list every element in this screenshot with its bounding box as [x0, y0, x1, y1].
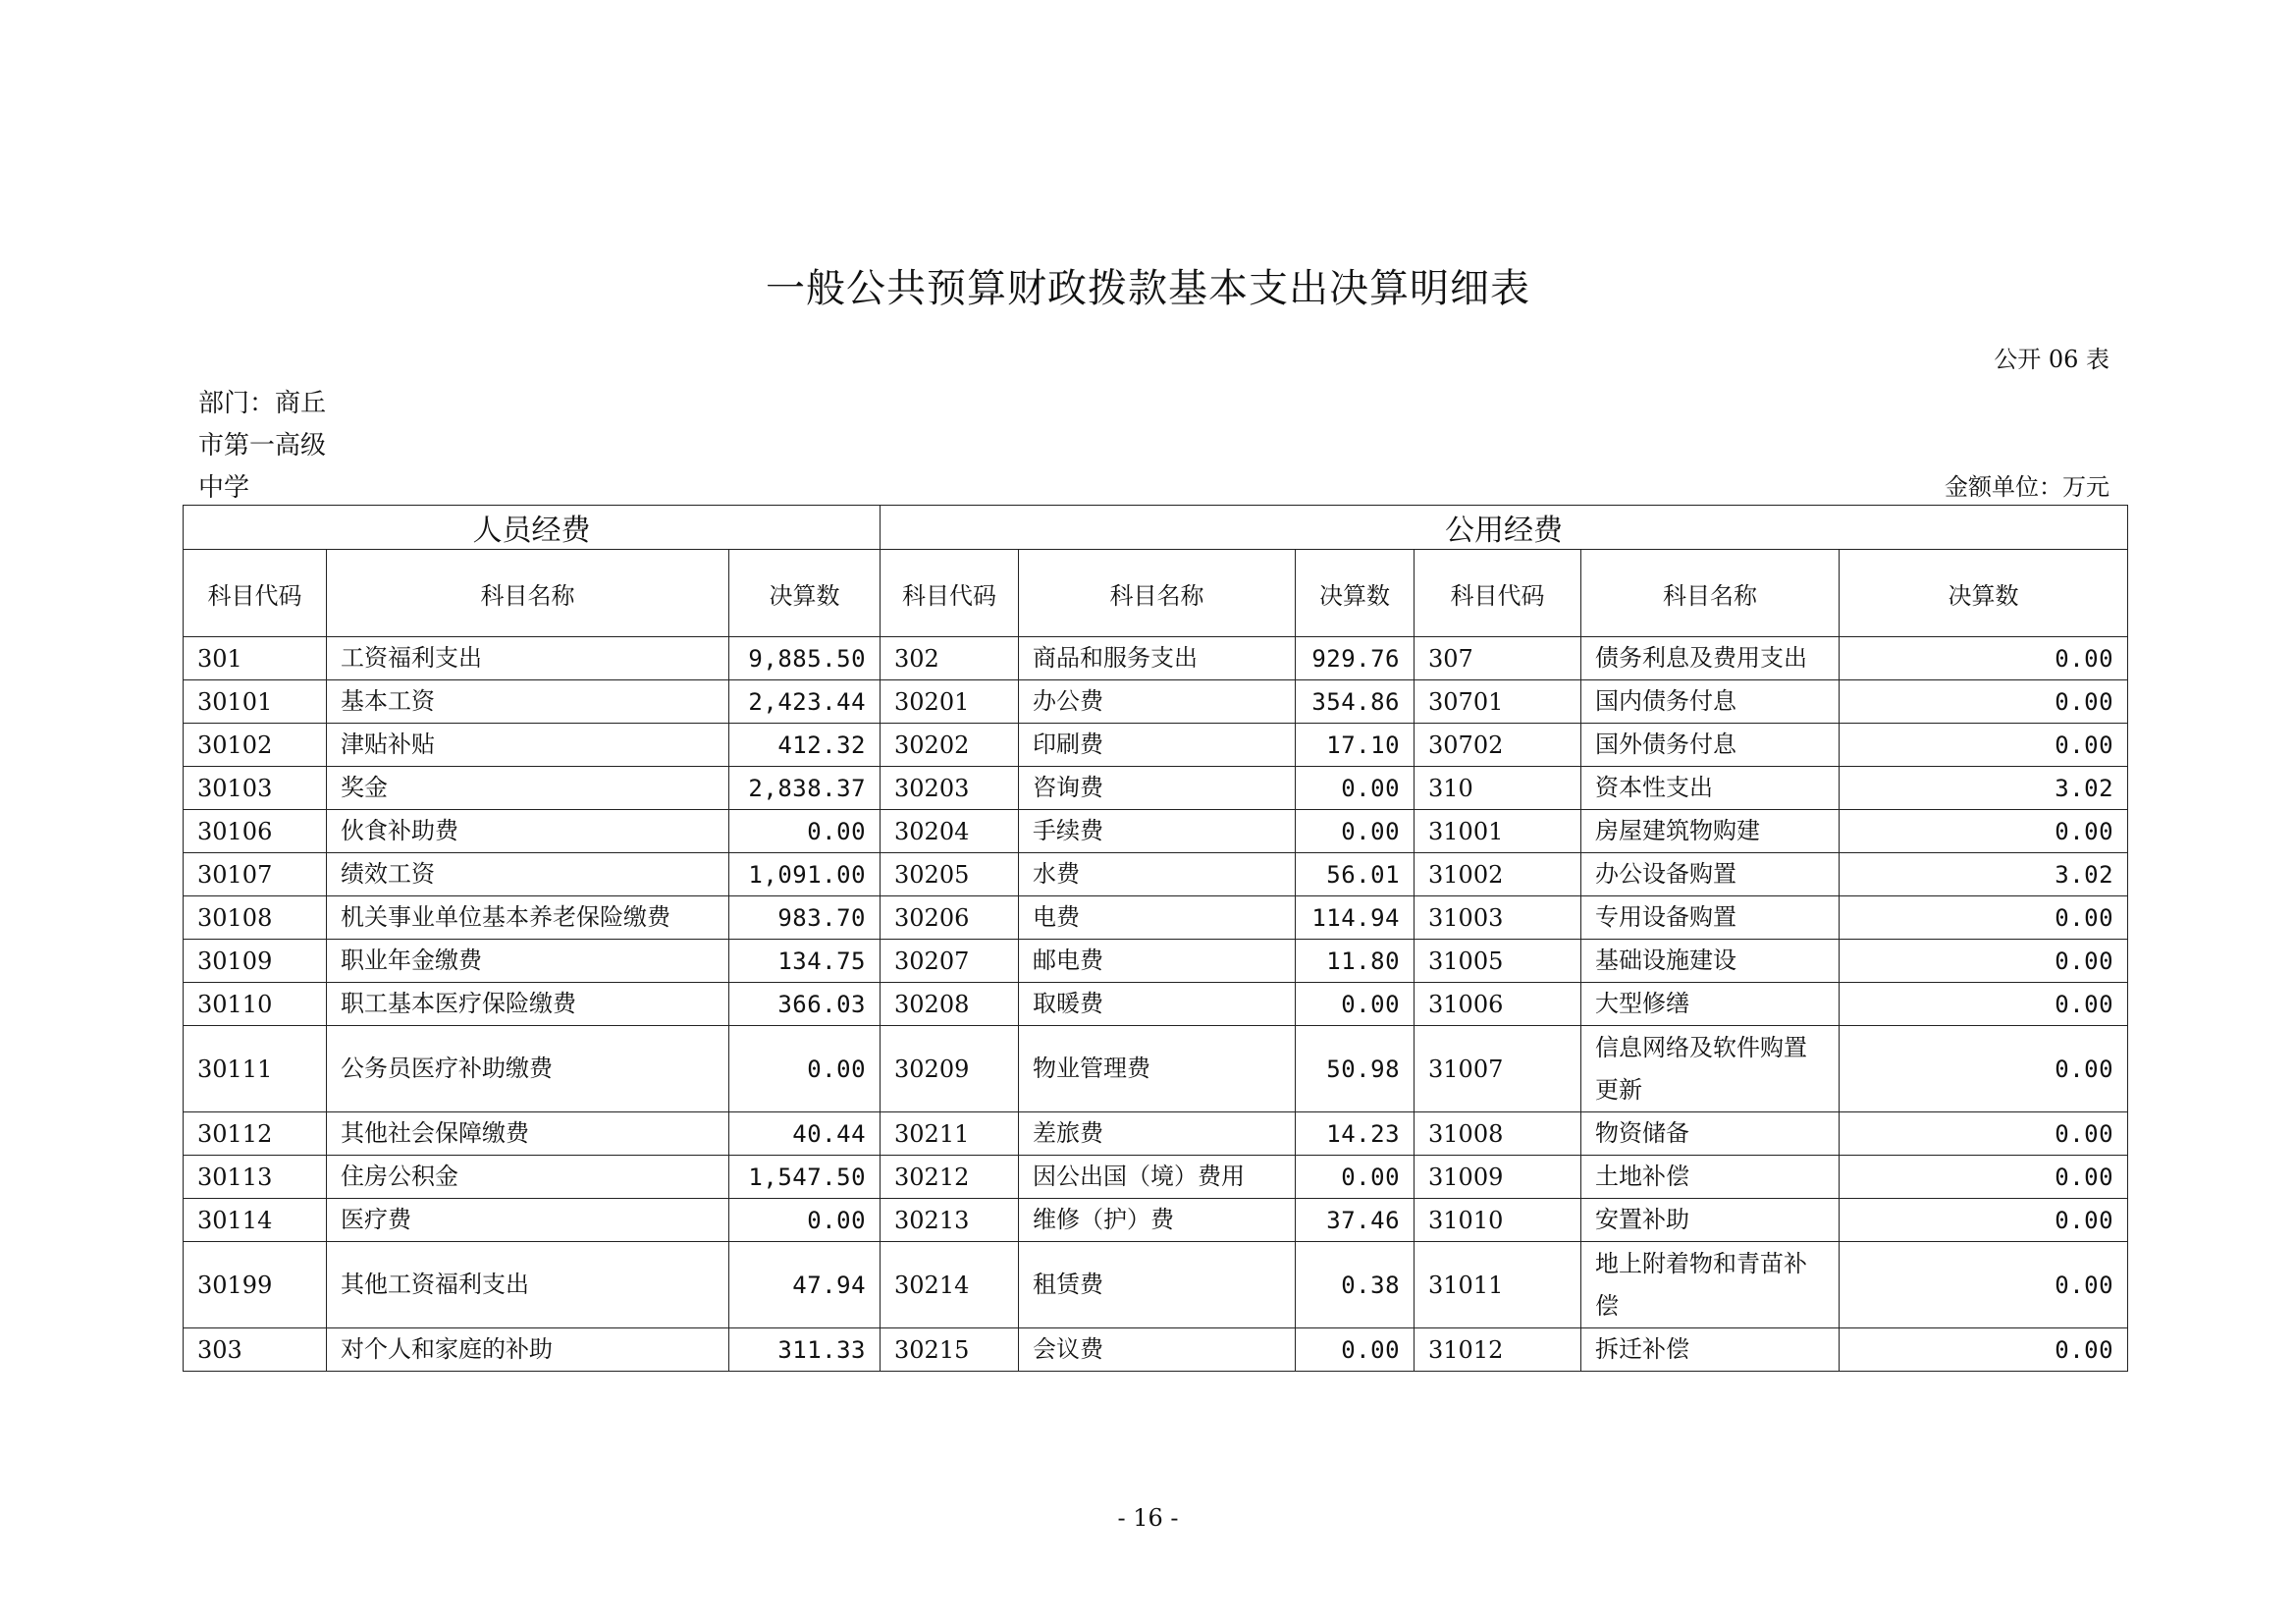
- subject-code-cell: 30213: [881, 1199, 1019, 1242]
- subject-code-cell: 30203: [881, 767, 1019, 810]
- subject-name-cell: 电费: [1019, 896, 1296, 940]
- subject-name-cell: 办公设备购置: [1581, 853, 1840, 896]
- subject-code-cell: 30702: [1415, 724, 1581, 767]
- subject-name-cell: 信息网络及软件购置更新: [1581, 1026, 1840, 1112]
- subject-name-cell: 会议费: [1019, 1328, 1296, 1372]
- subject-name-cell: 维修（护）费: [1019, 1199, 1296, 1242]
- amount-cell: 0.00: [729, 1199, 881, 1242]
- subject-code-cell: 310: [1415, 767, 1581, 810]
- subject-name-cell: 基本工资: [327, 680, 729, 724]
- column-header: 科目名称: [1019, 550, 1296, 637]
- subject-name-cell: 职工基本医疗保险缴费: [327, 983, 729, 1026]
- subject-name-cell: 对个人和家庭的补助: [327, 1328, 729, 1372]
- subject-code-cell: 30208: [881, 983, 1019, 1026]
- column-header-row: [184, 550, 2128, 637]
- subject-code-cell: 30199: [184, 1242, 327, 1328]
- subject-name-cell: 其他社会保障缴费: [327, 1112, 729, 1156]
- amount-cell: 0.00: [1840, 1199, 2128, 1242]
- amount-cell: 47.94: [729, 1242, 881, 1328]
- table-row: [184, 1199, 2128, 1242]
- subject-code-cell: 31010: [1415, 1199, 1581, 1242]
- amount-cell: 2,838.37: [729, 767, 881, 810]
- subject-code-cell: 31005: [1415, 940, 1581, 983]
- subject-name-cell: 奖金: [327, 767, 729, 810]
- subject-code-cell: 30212: [881, 1156, 1019, 1199]
- subject-name-cell: 大型修缮: [1581, 983, 1840, 1026]
- amount-cell: 2,423.44: [729, 680, 881, 724]
- subject-code-cell: 30201: [881, 680, 1019, 724]
- subject-name-cell: 咨询费: [1019, 767, 1296, 810]
- amount-cell: 0.00: [1840, 1242, 2128, 1328]
- subject-code-cell: 30211: [881, 1112, 1019, 1156]
- amount-cell: 412.32: [729, 724, 881, 767]
- subject-name-cell: 因公出国（境）费用: [1019, 1156, 1296, 1199]
- department-label: 部门：商丘市第一高级中学: [198, 389, 327, 503]
- subject-code-cell: 30106: [184, 810, 327, 853]
- subject-code-cell: 30207: [881, 940, 1019, 983]
- subject-name-cell: 公务员医疗补助缴费: [327, 1026, 729, 1112]
- table-row: [184, 724, 2128, 767]
- amount-cell: 0.00: [1840, 1156, 2128, 1199]
- amount-cell: 0.00: [1296, 810, 1415, 853]
- amount-cell: 3.02: [1840, 767, 2128, 810]
- amount-cell: 0.00: [1840, 637, 2128, 680]
- column-header: 科目名称: [1581, 550, 1840, 637]
- amount-cell: 0.00: [1840, 983, 2128, 1026]
- subject-code-cell: 30101: [184, 680, 327, 724]
- subject-code-cell: 30102: [184, 724, 327, 767]
- subject-code-cell: 30112: [184, 1112, 327, 1156]
- amount-cell: 366.03: [729, 983, 881, 1026]
- subject-code-cell: 31012: [1415, 1328, 1581, 1372]
- table-row: [184, 896, 2128, 940]
- subject-code-cell: 30107: [184, 853, 327, 896]
- subject-name-cell: 债务利息及费用支出: [1581, 637, 1840, 680]
- subject-name-cell: 手续费: [1019, 810, 1296, 853]
- subject-name-cell: 伙食补助费: [327, 810, 729, 853]
- subject-code-cell: 30113: [184, 1156, 327, 1199]
- amount-cell: 0.00: [1840, 680, 2128, 724]
- table-row: [184, 1026, 2128, 1112]
- expenditure-detail-table: [183, 505, 2128, 1372]
- subject-name-cell: 拆迁补偿: [1581, 1328, 1840, 1372]
- subject-name-cell: 机关事业单位基本养老保险缴费: [327, 896, 729, 940]
- subject-code-cell: 302: [881, 637, 1019, 680]
- subject-code-cell: 30108: [184, 896, 327, 940]
- subject-code-cell: 31007: [1415, 1026, 1581, 1112]
- column-header: 决算数: [729, 550, 881, 637]
- subject-name-cell: 国内债务付息: [1581, 680, 1840, 724]
- subject-name-cell: 绩效工资: [327, 853, 729, 896]
- amount-cell: 983.70: [729, 896, 881, 940]
- subject-name-cell: 取暖费: [1019, 983, 1296, 1026]
- subject-code-cell: 30209: [881, 1026, 1019, 1112]
- amount-cell: 3.02: [1840, 853, 2128, 896]
- subject-code-cell: 30214: [881, 1242, 1019, 1328]
- amount-cell: 0.00: [1840, 896, 2128, 940]
- subject-code-cell: 31009: [1415, 1156, 1581, 1199]
- amount-cell: 0.00: [729, 810, 881, 853]
- subject-code-cell: 30701: [1415, 680, 1581, 724]
- amount-cell: 14.23: [1296, 1112, 1415, 1156]
- table-row: [184, 1328, 2128, 1372]
- column-header: 科目代码: [881, 550, 1019, 637]
- amount-cell: 40.44: [729, 1112, 881, 1156]
- column-header: 决算数: [1840, 550, 2128, 637]
- subject-code-cell: 30205: [881, 853, 1019, 896]
- subject-code-cell: 31002: [1415, 853, 1581, 896]
- amount-cell: 9,885.50: [729, 637, 881, 680]
- subject-code-cell: 30215: [881, 1328, 1019, 1372]
- subject-name-cell: 房屋建筑物购建: [1581, 810, 1840, 853]
- table-row: [184, 637, 2128, 680]
- subject-code-cell: 31003: [1415, 896, 1581, 940]
- subject-name-cell: 工资福利支出: [327, 637, 729, 680]
- table-row: [184, 983, 2128, 1026]
- amount-cell: 11.80: [1296, 940, 1415, 983]
- table-row: [184, 940, 2128, 983]
- subject-name-cell: 住房公积金: [327, 1156, 729, 1199]
- table-row: [184, 810, 2128, 853]
- subject-name-cell: 津贴补贴: [327, 724, 729, 767]
- amount-unit-label: 金额单位：万元: [1945, 473, 2109, 501]
- subject-name-cell: 水费: [1019, 853, 1296, 896]
- amount-cell: 0.00: [1840, 1112, 2128, 1156]
- page-number: - 16 -: [1117, 1504, 1179, 1532]
- subject-name-cell: 物资储备: [1581, 1112, 1840, 1156]
- amount-cell: 311.33: [729, 1328, 881, 1372]
- amount-cell: 929.76: [1296, 637, 1415, 680]
- amount-cell: 0.00: [1840, 940, 2128, 983]
- amount-cell: 0.00: [1296, 983, 1415, 1026]
- subject-code-cell: 31008: [1415, 1112, 1581, 1156]
- subject-name-cell: 基础设施建设: [1581, 940, 1840, 983]
- subject-code-cell: 30111: [184, 1026, 327, 1112]
- table-row: [184, 767, 2128, 810]
- subject-name-cell: 差旅费: [1019, 1112, 1296, 1156]
- amount-cell: 114.94: [1296, 896, 1415, 940]
- amount-cell: 0.00: [1840, 1026, 2128, 1112]
- column-header: 科目代码: [1415, 550, 1581, 637]
- subject-code-cell: 301: [184, 637, 327, 680]
- subject-code-cell: 31011: [1415, 1242, 1581, 1328]
- amount-cell: 354.86: [1296, 680, 1415, 724]
- column-header: 决算数: [1296, 550, 1415, 637]
- amount-cell: 1,091.00: [729, 853, 881, 896]
- amount-cell: 1,547.50: [729, 1156, 881, 1199]
- subject-code-cell: 30103: [184, 767, 327, 810]
- subject-name-cell: 国外债务付息: [1581, 724, 1840, 767]
- subject-name-cell: 安置补助: [1581, 1199, 1840, 1242]
- subject-code-cell: 30202: [881, 724, 1019, 767]
- group-personnel-expenses: 人员经费: [184, 506, 881, 550]
- table-row: [184, 1112, 2128, 1156]
- subject-code-cell: 303: [184, 1328, 327, 1372]
- subject-name-cell: 印刷费: [1019, 724, 1296, 767]
- column-header: 科目代码: [184, 550, 327, 637]
- subject-name-cell: 专用设备购置: [1581, 896, 1840, 940]
- amount-cell: 0.00: [1296, 1156, 1415, 1199]
- amount-cell: 0.00: [1840, 810, 2128, 853]
- subject-code-cell: 31001: [1415, 810, 1581, 853]
- subject-name-cell: 租赁费: [1019, 1242, 1296, 1328]
- amount-cell: 37.46: [1296, 1199, 1415, 1242]
- group-header-row: [184, 506, 2128, 550]
- subject-code-cell: 30206: [881, 896, 1019, 940]
- subject-name-cell: 地上附着物和青苗补偿: [1581, 1242, 1840, 1328]
- table-row: [184, 680, 2128, 724]
- table-row: [184, 1242, 2128, 1328]
- table-row: [184, 1156, 2128, 1199]
- page-title: 一般公共预算财政拨款基本支出决算明细表: [766, 266, 1530, 311]
- amount-cell: 0.00: [1296, 1328, 1415, 1372]
- amount-cell: 17.10: [1296, 724, 1415, 767]
- subject-name-cell: 职业年金缴费: [327, 940, 729, 983]
- amount-cell: 0.00: [1840, 1328, 2128, 1372]
- subject-name-cell: 办公费: [1019, 680, 1296, 724]
- amount-cell: 0.00: [729, 1026, 881, 1112]
- subject-code-cell: 30114: [184, 1199, 327, 1242]
- amount-cell: 0.38: [1296, 1242, 1415, 1328]
- subject-code-cell: 31006: [1415, 983, 1581, 1026]
- subject-code-cell: 30204: [881, 810, 1019, 853]
- subject-name-cell: 商品和服务支出: [1019, 637, 1296, 680]
- subject-name-cell: 资本性支出: [1581, 767, 1840, 810]
- amount-cell: 50.98: [1296, 1026, 1415, 1112]
- group-public-expenses: 公用经费: [881, 506, 2128, 550]
- subject-name-cell: 物业管理费: [1019, 1026, 1296, 1112]
- amount-cell: 134.75: [729, 940, 881, 983]
- subject-name-cell: 医疗费: [327, 1199, 729, 1242]
- subject-name-cell: 邮电费: [1019, 940, 1296, 983]
- form-number: 公开 06 表: [1994, 346, 2109, 373]
- amount-cell: 0.00: [1296, 767, 1415, 810]
- amount-cell: 56.01: [1296, 853, 1415, 896]
- subject-name-cell: 土地补偿: [1581, 1156, 1840, 1199]
- subject-code-cell: 307: [1415, 637, 1581, 680]
- subject-code-cell: 30110: [184, 983, 327, 1026]
- subject-code-cell: 30109: [184, 940, 327, 983]
- subject-name-cell: 其他工资福利支出: [327, 1242, 729, 1328]
- amount-cell: 0.00: [1840, 724, 2128, 767]
- column-header: 科目名称: [327, 550, 729, 637]
- table-row: [184, 853, 2128, 896]
